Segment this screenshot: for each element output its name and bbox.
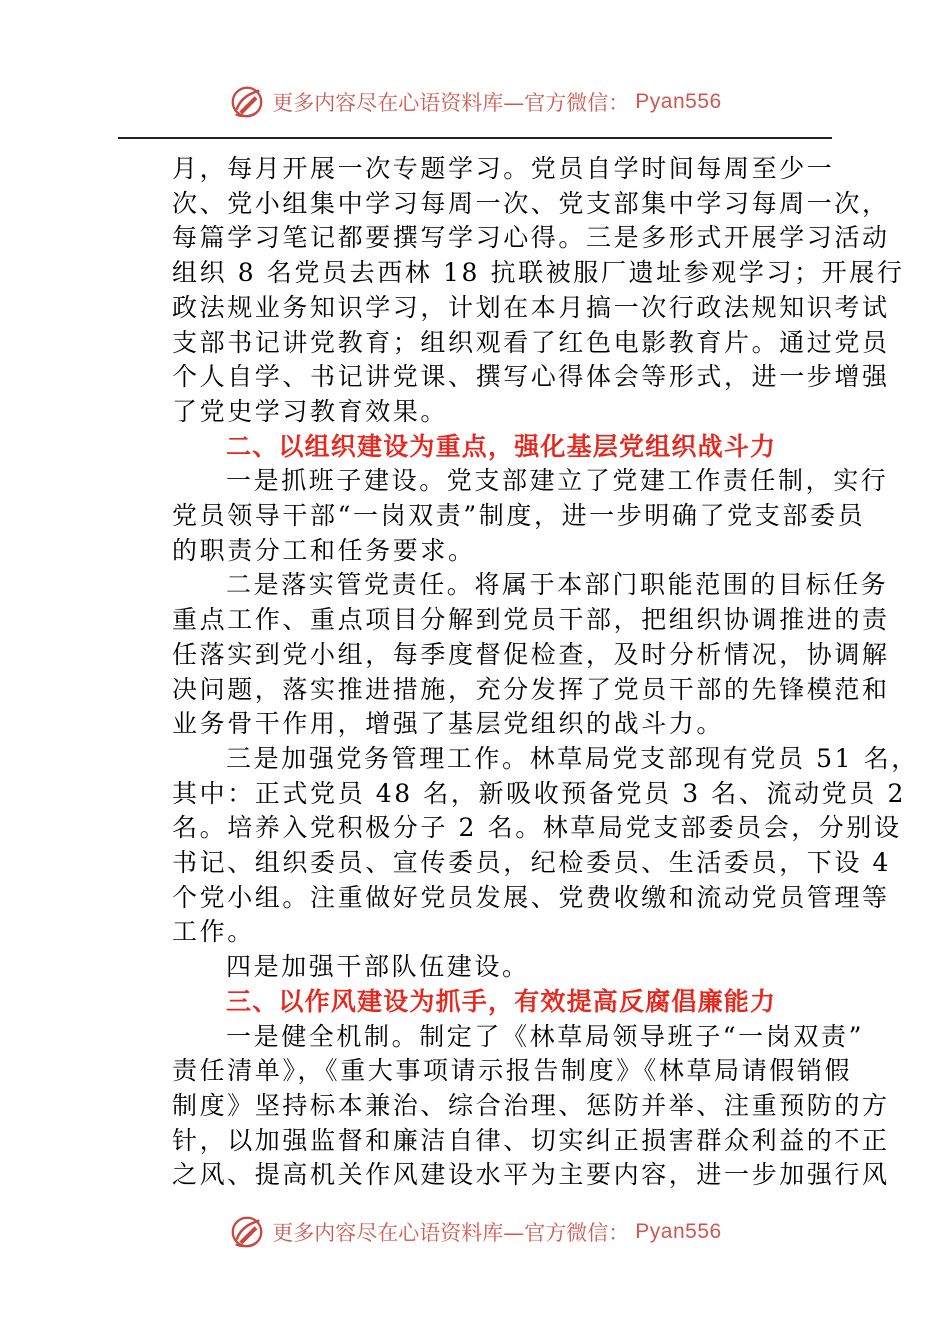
paragraph-cadre-building: 四是加强干部队伍建设。 — [226, 952, 530, 982]
document-body — [172, 152, 919, 1193]
paragraph-study: 月，每月开展一次专题学习。党员自学时间每周至少一 次、党小组集中学习每周一次、党支部集中学习每周一次， 每篇学习笔记都要撰写学习心得。三是多形式开展学习活动 组织 8 名党员去西林 18 抗联被服厂遗址参观学习；开展行 政法规业务知识学习，计划在本月搞一次行政法规知识考试 支部书记讲党教育；组织观看了红色电影教育片。通过党员 个人自学、书记讲党课、撰写心得体会等形式，进一步增强 了党史学习教育效果。 — [172, 154, 905, 426]
footer-handle: Pyan556 — [635, 1220, 722, 1243]
footer-text: 更多内容尽在心语资料库—官方微信： — [272, 1221, 630, 1245]
paragraph-team-building: 一是抓班子建设。党支部建立了党建工作责任制，实行 党员领导干部“一岗双责”制度，进一步明确了党支部委员 的职责分工和任务要求。 — [172, 466, 889, 565]
paragraph-party-affairs: 三是加强党务管理工作。林草局党支部现有党员 51 名， 其中：正式党员 48 名，新吸收预备党员 3 名、流动党员 2 名。培养入党积极分子 2 名。林草局党支部委员会，分别设 书记、组织委员、宣传委员，纪检委员、生活委员，下设 4 个党小组。注重做好党员发展、党费收缴和流动党员管理等 工作。 — [172, 743, 919, 947]
footer-banner — [0, 1210, 950, 1254]
paragraph-responsibility: 二是落实管党责任。将属于本部门职能范围的目标任务 重点工作、重点项目分解到党员干部，把组织协调推进的责 任落实到党小组，每季度督促检查，及时分析情况，协调解 决问题，落实推进措施，充分发挥了党员干部的先锋模范和 业务骨干作用，增强了基层党组织的战斗力。 — [172, 570, 890, 739]
pen-swirl-logo-icon — [228, 83, 266, 121]
header-text: 更多内容尽在心语资料库—官方微信： — [272, 91, 630, 115]
paragraph-mechanism: 一是健全机制。制定了《林草局领导班子“一岗双责” 责任清单》，《重大事项请示报告制度》《林草局请假销假 制度》坚持标本兼治、综合治理、惩防并举、注重预防的方 针，以加强监督和廉洁自律、切实纠正损害群众利益的不正 之风、提高机关作风建设水平为主要内容，进一步加强行风 — [172, 1021, 890, 1190]
header-banner — [0, 80, 950, 124]
section-heading-organization: 二、以组织建设为重点，强化基层党组织战斗力 — [226, 431, 777, 461]
pen-swirl-logo-icon — [228, 1213, 266, 1251]
header-handle: Pyan556 — [635, 90, 722, 113]
section-heading-work-style: 三、以作风建设为抓手，有效提高反腐倡廉能力 — [226, 986, 777, 1016]
header-divider — [118, 137, 832, 139]
